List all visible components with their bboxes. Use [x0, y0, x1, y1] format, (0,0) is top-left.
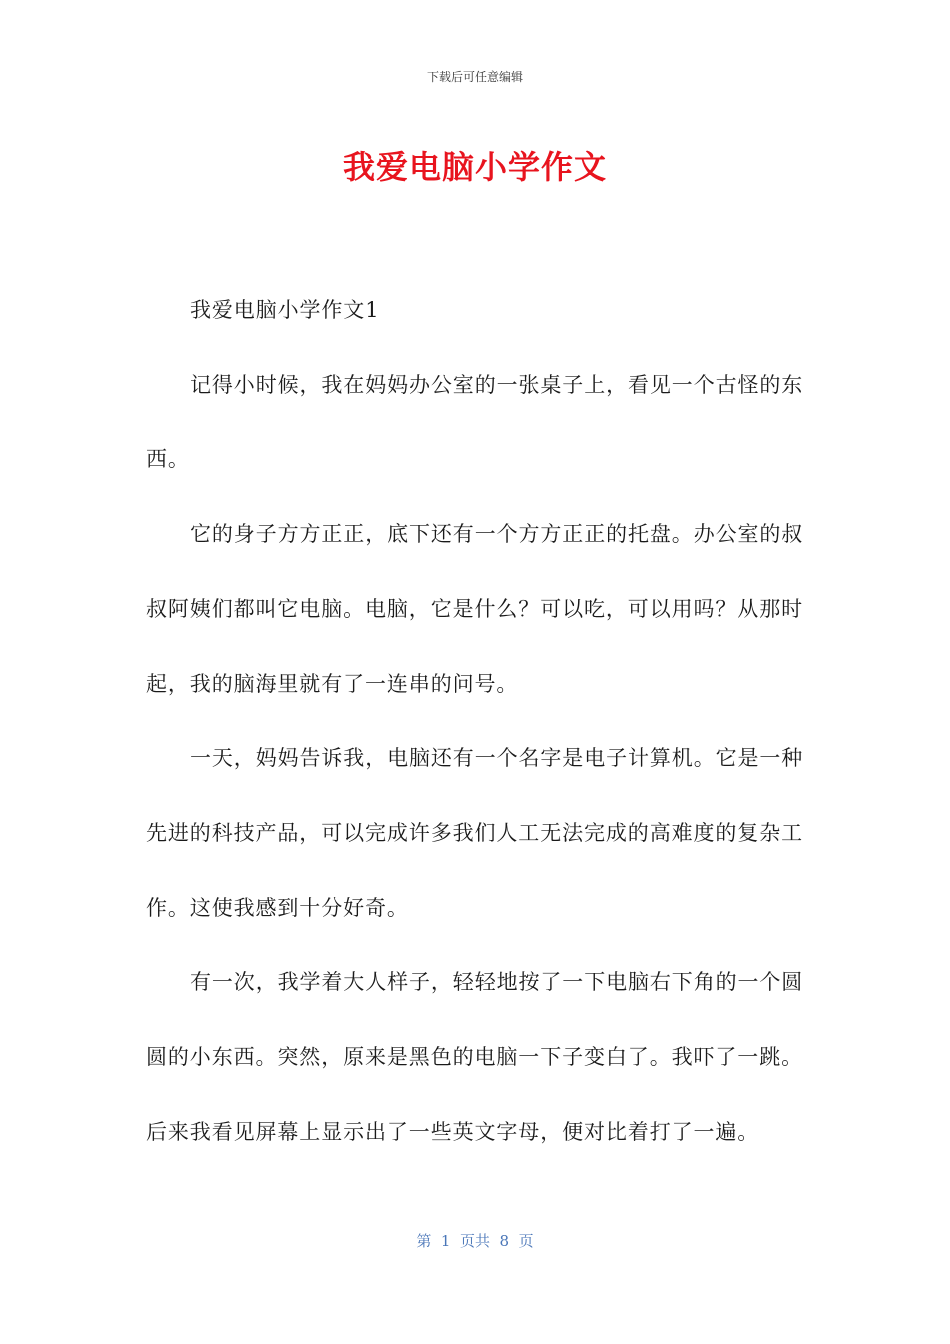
- page-footer: 第 1 页共 8 页: [416, 1232, 534, 1250]
- document-body: [146, 273, 806, 1169]
- paragraph: 有一次，我学着大人样子，轻轻地按了一下电脑右下角的一个圆圆的小东西。突然，原来是黑色的电脑一下子变白了。我吓了一跳。后来我看见屏幕上显示出了一些英文字母，便对比着打了一遍。: [146, 970, 804, 1144]
- header-note: 下载后可任意编辑: [426, 70, 523, 84]
- document-title: 我爱电脑小学作文: [342, 148, 607, 186]
- paragraph: 一天，妈妈告诉我，电脑还有一个名字是电子计算机。它是一种先进的科技产品，可以完成许多我们人工无法完成的高难度的复杂工作。这使我感到十分好奇。: [146, 746, 804, 920]
- paragraph: 它的身子方方正正，底下还有一个方方正正的托盘。办公室的叔叔阿姨们都叫它电脑。电脑，它是什么？可以吃，可以用吗？从那时起，我的脑海里就有了一连串的问号。: [146, 522, 804, 696]
- paragraph-heading: 我爱电脑小学作文1: [190, 298, 380, 322]
- paragraph: 记得小时候，我在妈妈办公室的一张桌子上，看见一个古怪的东西。: [146, 372, 804, 472]
